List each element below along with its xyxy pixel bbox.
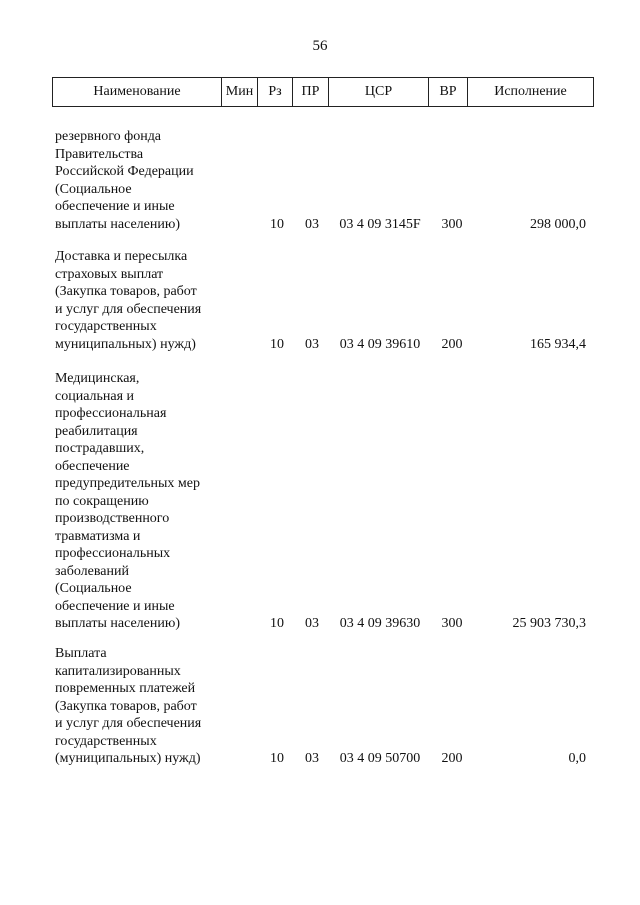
row-name: Медицинская, социальная и профессиональная реабилитация пострадавших, обеспечение предупредительных мер по сокращению производственного травматизма и профессиональных заболеваний (Социальное обеспечение и иные выплаты населению) (55, 371, 200, 631)
row-pr: 03 (305, 336, 319, 352)
column-header-name: Наименование (53, 78, 222, 107)
row-csr: 03 4 09 3145F (339, 216, 421, 232)
table-row (0, 248, 640, 358)
row-vr: 300 (441, 216, 463, 232)
column-header-min: Мин (222, 78, 258, 107)
column-header-csr: ЦСР (329, 78, 429, 107)
column-header-pr: ПР (293, 78, 329, 107)
row-rz: 10 (270, 216, 284, 232)
row-pr: 03 (305, 216, 319, 232)
row-rz: 10 (270, 616, 284, 631)
row-vr: 200 (441, 751, 463, 766)
table-row (0, 645, 640, 770)
row-csr: 03 4 09 50700 (339, 751, 421, 766)
row-execution: 25 903 730,3 (512, 616, 586, 631)
row-pr: 03 (305, 616, 319, 631)
column-header-vr: ВР (429, 78, 468, 107)
row-csr: 03 4 09 39610 (339, 336, 421, 352)
row-name: резервного фонда Правительства Российской Федерации (Социальное обеспечение и иные выплаты населению) (55, 129, 194, 232)
row-execution: 0,0 (568, 751, 586, 766)
column-header-rz: Рз (258, 78, 293, 107)
row-vr: 300 (441, 616, 463, 631)
row-execution: 298 000,0 (530, 216, 586, 232)
column-header-execution: Исполнение (468, 78, 594, 107)
page-number: 56 (312, 38, 328, 54)
row-name: Доставка и пересылка страховых выплат (Закупка товаров, работ и услуг для обеспечения государственных муниципальных) нужд) (55, 249, 202, 352)
row-rz: 10 (270, 751, 284, 766)
table-row (0, 128, 640, 238)
row-vr: 200 (441, 336, 463, 352)
row-rz: 10 (270, 336, 284, 352)
table-row (0, 370, 640, 635)
row-execution: 165 934,4 (530, 336, 586, 352)
row-csr: 03 4 09 39630 (339, 616, 421, 631)
table-header (52, 77, 594, 107)
row-name: Выплата капитализированных повременных платежей (Закупка товаров, работ и услуг для обеспечения государственных (муниципальных) нужд) (55, 646, 202, 766)
row-pr: 03 (305, 751, 319, 766)
